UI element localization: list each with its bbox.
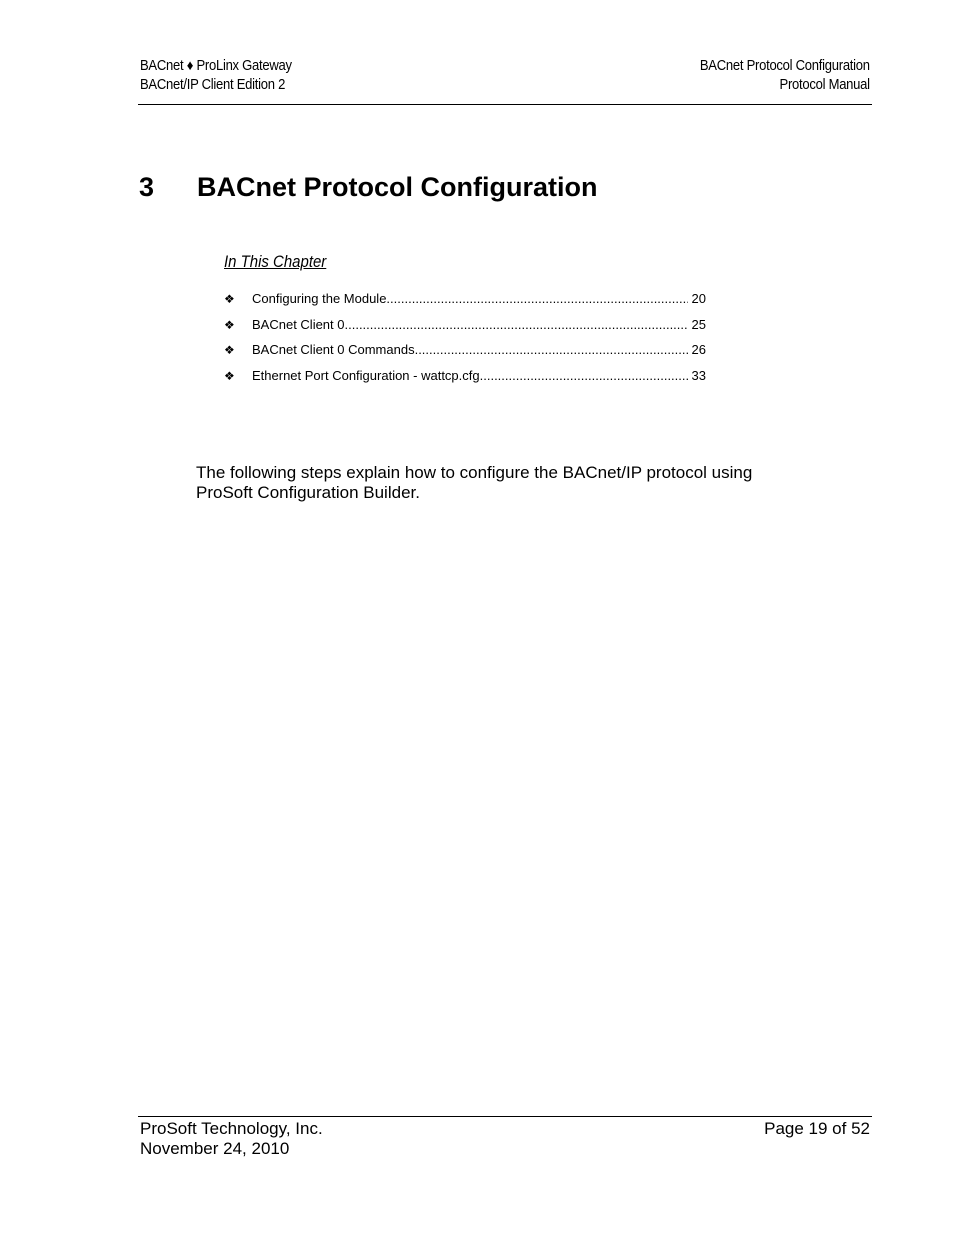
toc-entry[interactable] — [224, 316, 706, 342]
toc-entry[interactable] — [224, 290, 706, 316]
toc-leader-dots — [386, 290, 688, 308]
manual-name: Protocol Manual — [779, 77, 870, 93]
toc-entry-page: 26 — [691, 342, 706, 357]
toc-leader-dots — [415, 341, 688, 359]
page-number: Page 19 of 52 — [764, 1119, 870, 1138]
footer-divider — [138, 1116, 872, 1117]
chapter-toc — [224, 290, 706, 392]
toc-entry-label: BACnet Client 0 — [252, 316, 345, 332]
diamond-bullet-icon: ❖ — [224, 317, 235, 332]
publication-date: November 24, 2010 — [140, 1139, 290, 1158]
running-header-left — [140, 57, 292, 95]
toc-leader-dots — [345, 316, 689, 334]
chapter-number: 3 — [139, 172, 155, 202]
in-this-chapter-heading: In This Chapter — [224, 252, 327, 271]
toc-entry-label: BACnet Client 0 Commands — [252, 342, 415, 357]
diamond-bullet-icon: ❖ — [224, 292, 235, 306]
diamond-bullet-icon: ❖ — [224, 368, 235, 383]
intro-paragraph: The following steps explain how to configure the BACnet/IP protocol using ProSoft Configuration Builder. — [196, 463, 753, 502]
toc-entry-page: 20 — [691, 291, 706, 306]
product-name: BACnet ♦ ProLinx Gateway — [140, 58, 292, 74]
toc-entry-label: Configuring the Module — [252, 291, 387, 306]
footer-right — [764, 1119, 870, 1139]
company-name: ProSoft Technology, Inc. — [140, 1119, 323, 1138]
edition-name: BACnet/IP Client Edition 2 — [140, 77, 286, 93]
chapter-title: BACnet Protocol Configuration — [197, 172, 598, 202]
footer-left — [140, 1119, 323, 1159]
toc-entry[interactable] — [224, 367, 706, 393]
section-name: BACnet Protocol Configuration — [700, 58, 870, 74]
toc-entry[interactable] — [224, 341, 706, 367]
running-header-right — [700, 57, 870, 95]
diamond-bullet-icon: ❖ — [224, 343, 235, 357]
toc-entry-page: 33 — [691, 367, 706, 383]
header-divider — [138, 104, 872, 105]
toc-entry-label: Ethernet Port Configuration - wattcp.cfg — [252, 367, 480, 383]
toc-leader-dots — [480, 367, 688, 385]
toc-entry-page: 25 — [691, 316, 706, 332]
